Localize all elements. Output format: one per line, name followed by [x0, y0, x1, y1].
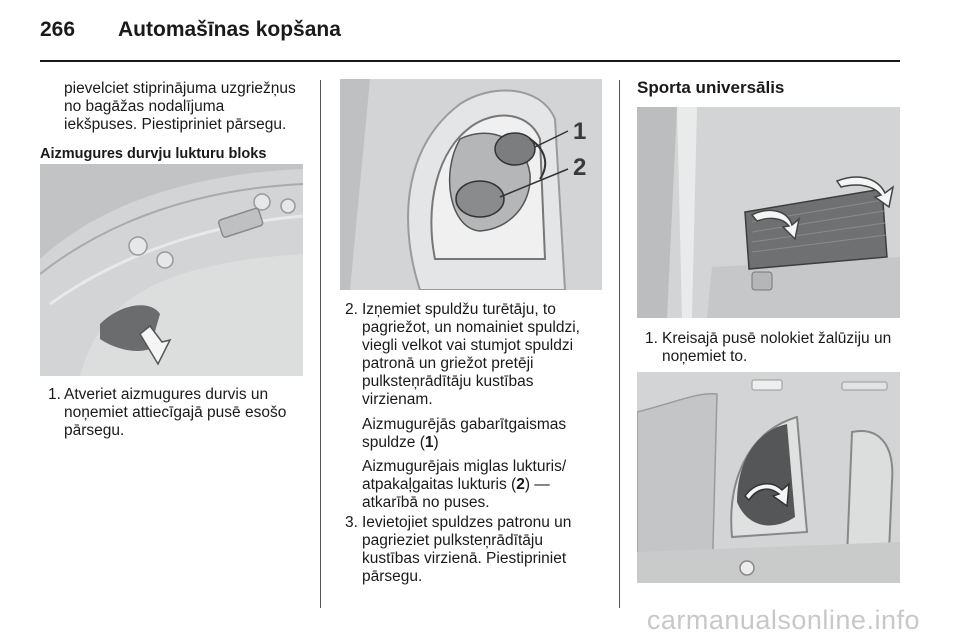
step-number: 2. — [345, 301, 358, 318]
watermark: carmanualsonline.info — [646, 605, 920, 635]
text-line: noņemiet attiecīgajā pusē esošo — [64, 404, 287, 421]
callout-label-2: 2 — [573, 154, 587, 181]
text-line: pagriežot, un nomainiet spuldzi, — [362, 319, 580, 336]
text-line: Kreisajā pusē nolokiet žalūziju un — [662, 330, 892, 347]
step-number: 1. — [645, 330, 658, 347]
header-rule — [40, 60, 900, 62]
col2-note-fog-reverse — [362, 458, 566, 512]
text-fragment: ) — [433, 434, 439, 451]
trim-panel-illustration — [637, 107, 900, 318]
text-line: kustības virzienā. Piestipriniet — [362, 550, 567, 567]
text-line: pulksteņrādītāju kustības — [362, 373, 534, 390]
col1-intro — [64, 80, 296, 134]
text-fragment: spuldze ( — [362, 434, 425, 451]
bold-ref: 1 — [424, 434, 434, 451]
page-title: Automašīnas kopšana — [118, 18, 341, 41]
cargo-area-drawing — [637, 372, 900, 583]
bulb-holder-illustration — [340, 79, 602, 290]
text-line: noņemiet to. — [662, 348, 748, 365]
text-line — [362, 476, 566, 494]
col2-step3 — [362, 514, 571, 586]
text-line: pārsegu. — [362, 568, 423, 585]
col1-step1 — [64, 386, 286, 440]
section-heading-sports-tourer: Sporta universālis — [637, 78, 785, 97]
callout-label-1: 1 — [573, 118, 587, 145]
tailgate-drawing — [40, 164, 303, 376]
column-divider-1 — [320, 80, 321, 608]
text-line: viegli velkot vai stumjot spuldzi — [362, 337, 574, 354]
text-line: Aizmugurējais miglas lukturis/ — [362, 458, 567, 475]
text-line: Aizmugurējās gabarītgaismas — [362, 416, 567, 433]
text-line — [362, 434, 566, 452]
text-line: pārsegu. — [64, 422, 125, 439]
text-line: no bagāžas nodalījuma — [64, 98, 225, 115]
text-line: pagrieziet pulksteņrādītāju — [362, 532, 543, 549]
text-line: pievelciet stiprinājuma uzgriežņus — [64, 80, 296, 97]
bulb-holder-drawing — [340, 79, 602, 290]
text-line: Ievietojiet spuldzes patronu un — [362, 514, 572, 531]
tailgate-interior-illustration — [40, 164, 303, 376]
col3-step1 — [662, 330, 891, 366]
text-line: Atveriet aizmugures durvis un — [64, 386, 269, 403]
bold-ref: 2 — [516, 476, 525, 493]
section-heading-tail-door: Aizmugures durvju lukturu bloks — [40, 146, 267, 162]
column-divider-2 — [619, 80, 620, 608]
page-number: 266 — [40, 18, 76, 41]
trim-panel-drawing — [637, 107, 900, 318]
text-line: patronā un griežot pretēji — [362, 355, 534, 372]
text-line: atkarībā no puses. — [362, 494, 490, 511]
step-number: 3. — [345, 514, 358, 531]
col2-note-sidelight — [362, 416, 566, 452]
text-line: Izņemiet spuldžu turētāju, to — [362, 301, 556, 318]
col2-step2 — [362, 301, 580, 409]
step-number: 1. — [48, 386, 61, 403]
text-fragment: atpakaļgaitas lukturis ( — [362, 476, 517, 493]
text-line: iekšpuses. Piestipriniet pārsegu. — [64, 116, 287, 133]
text-fragment: ) — — [524, 476, 550, 493]
text-line: virzienam. — [362, 391, 433, 408]
cargo-area-illustration — [637, 372, 900, 583]
